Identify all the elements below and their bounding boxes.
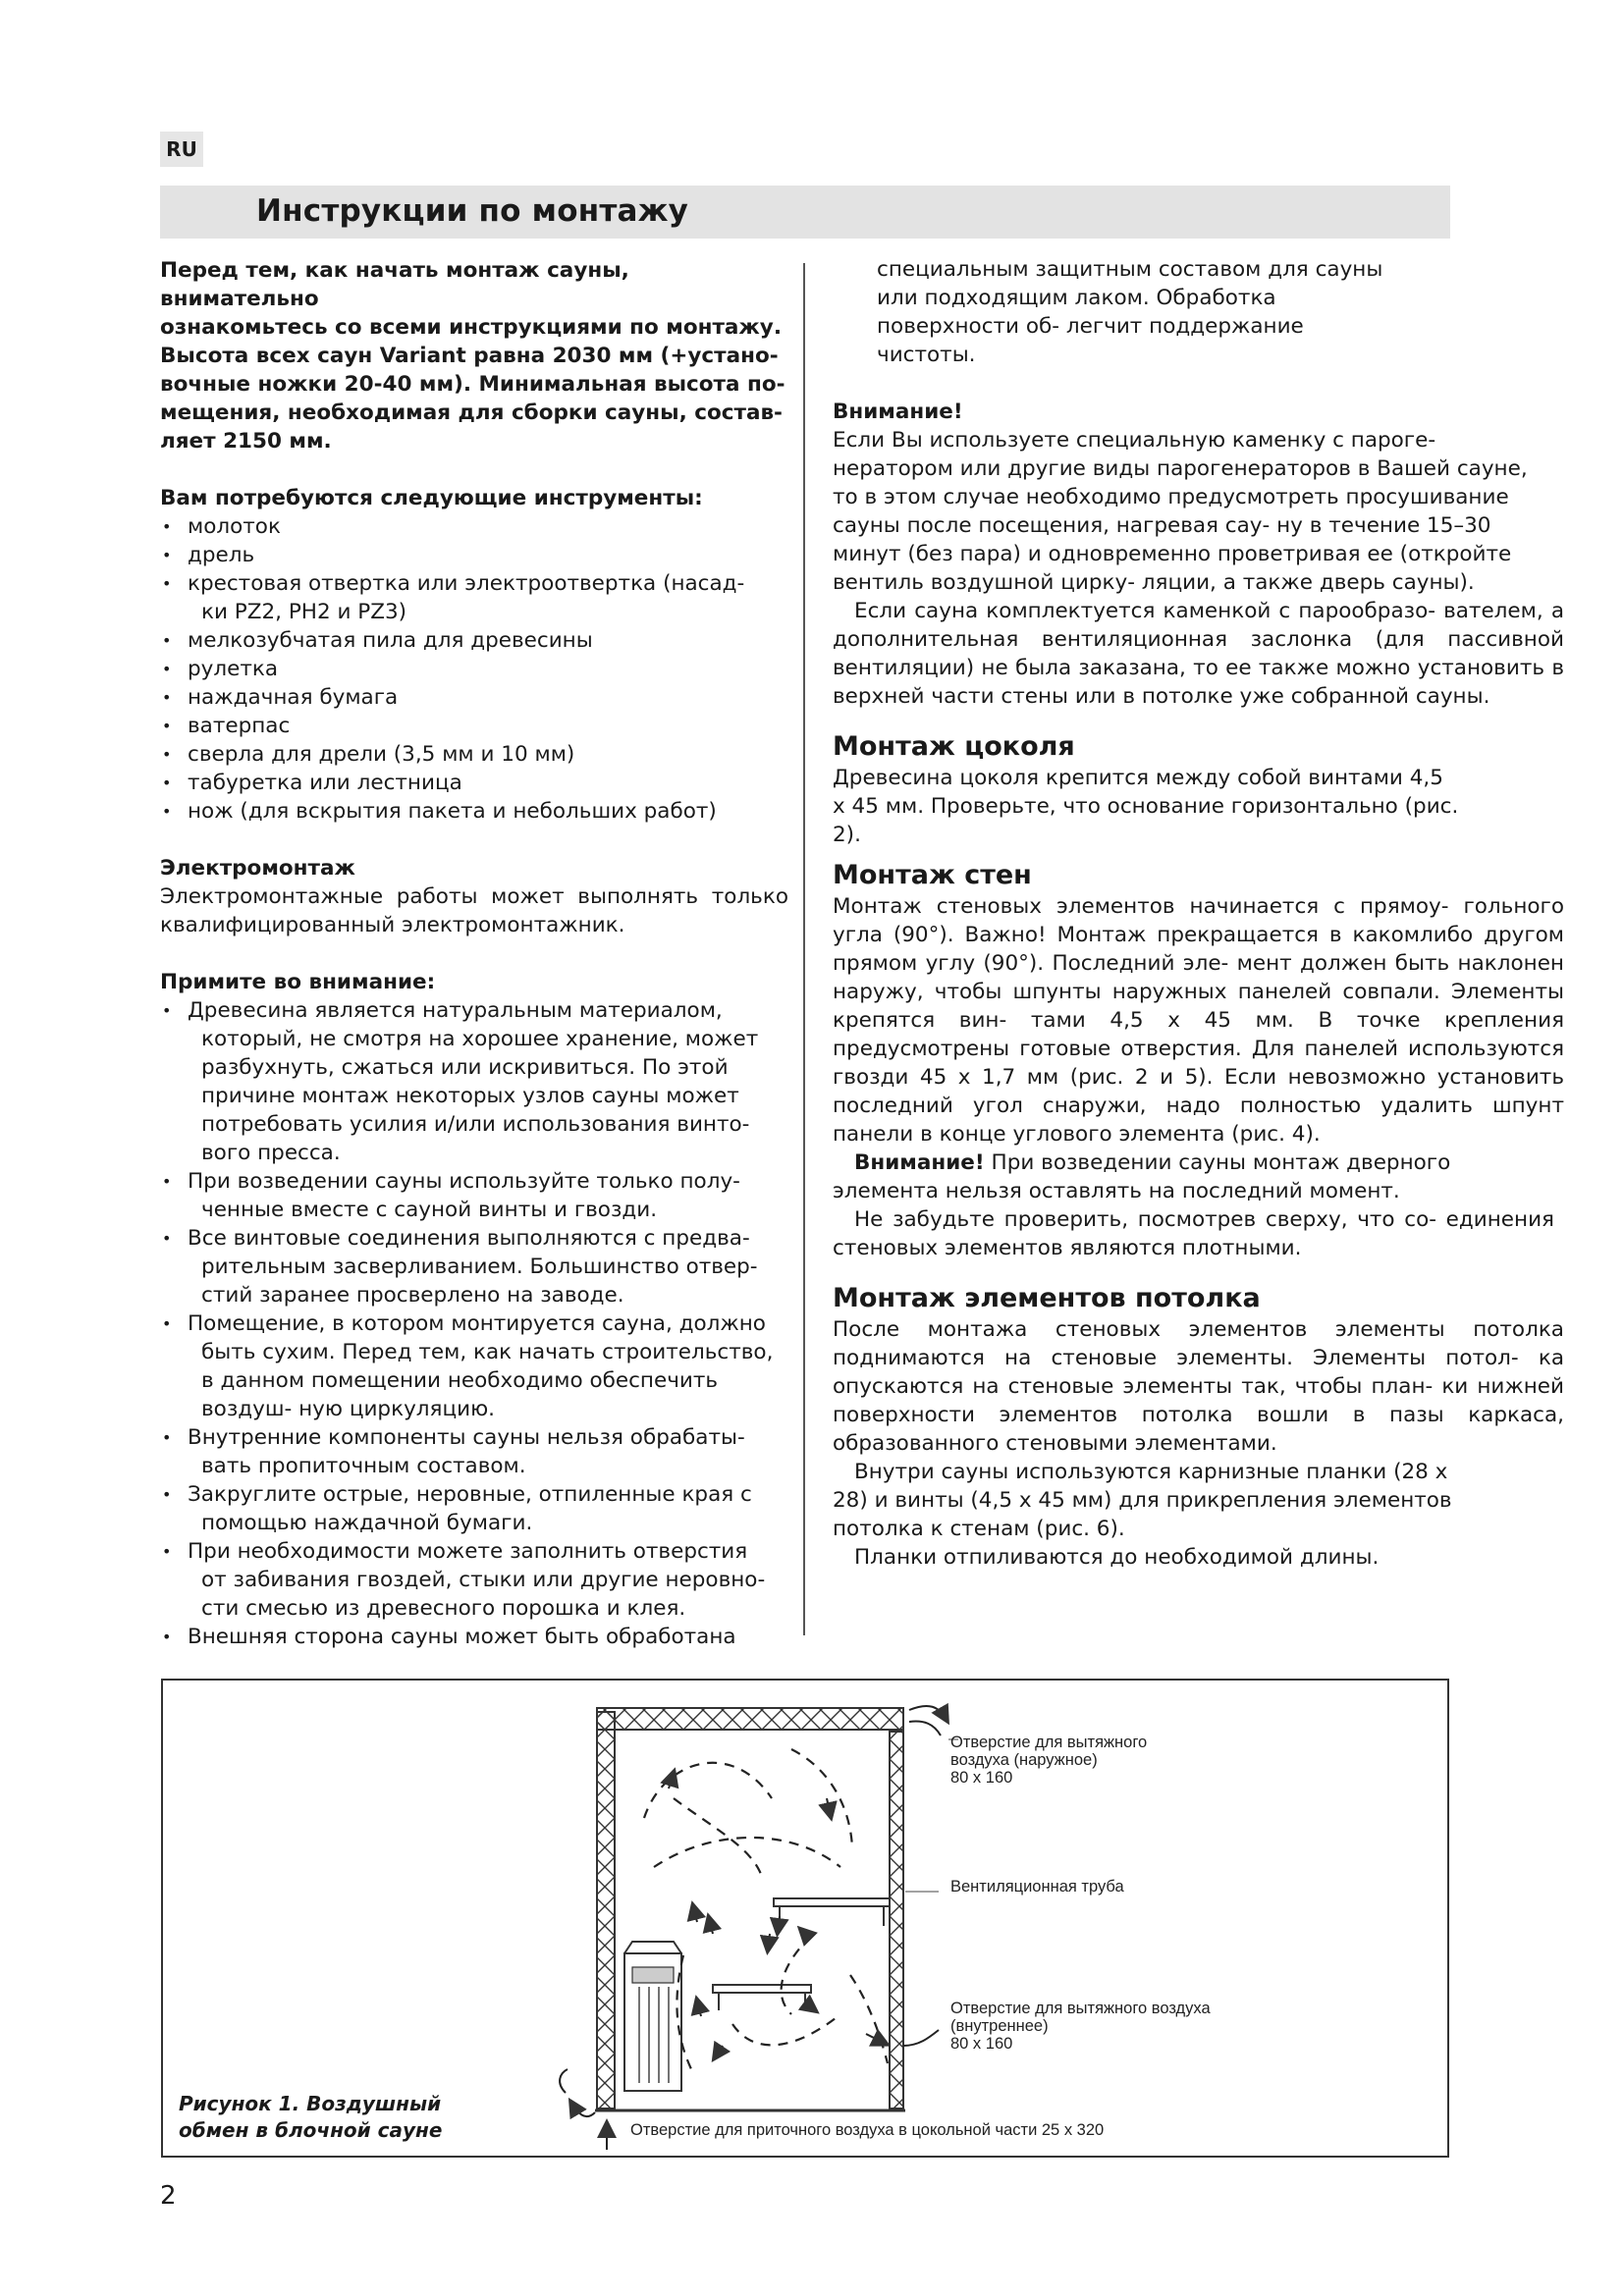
walls-attention-label: Внимание! — [854, 1150, 985, 1175]
supply-vent-label: Отверстие для приточного воздуха в цокольной части 25 x 320 — [630, 2121, 1105, 2139]
language-badge: RU — [160, 132, 203, 167]
list-item-text: • Все винтовые соединения выполняются с предва- — [188, 1226, 750, 1251]
notes-list — [160, 996, 788, 1651]
page-title: Инструкции по монтажу — [256, 193, 689, 229]
list-item: • мелкозубчатая пила для древесины — [160, 626, 788, 655]
ceiling — [597, 1708, 903, 1730]
walls-paragraph: Не забудьте проверить, посмотрев сверху, что со- единения стеновых элементов являются плотными. — [833, 1207, 1554, 1260]
outer-vent-label — [950, 1734, 1147, 1787]
list-item-continuation: рительным засверливанием. Большинство отвер- стий заранее просверлено на заводе. — [201, 1255, 758, 1308]
intro-line: Перед тем, как начать монтаж сауны, внимательно — [160, 258, 629, 311]
list-item-text: • При возведении сауны используйте только полу- — [188, 1169, 740, 1194]
list-item — [160, 1423, 788, 1480]
list-item-continuation: ки PZ2, PH2 и PZ3) — [201, 600, 407, 624]
right-column — [833, 255, 1564, 1572]
intro-line: вочные ножки 20-40 мм). Минимальная высота по- — [160, 372, 785, 397]
pipe-label: Вентиляционная труба — [950, 1878, 1124, 1896]
figure-1 — [161, 1679, 1449, 2158]
tools-list — [160, 512, 788, 826]
list-item: • ватерпас — [160, 712, 788, 740]
list-item — [160, 1224, 788, 1309]
inner-vent-line: Отверстие для вытяжного воздуха — [950, 2000, 1211, 2017]
caption-line: обмен в блочной сауне — [179, 2118, 443, 2142]
list-item: • молоток — [160, 512, 788, 541]
page-number: 2 — [160, 2181, 177, 2211]
electro-heading: Электромонтаж — [160, 856, 355, 881]
walls-paragraph: Монтаж стеновых элементов начинается с прямоу- гольного угла (90°). Важно! Монтаж прекращается в какомлибо другом прямом углу (90°). Последний эле- мент должен быть наклонен наружу, чтобы шпунты наружных панелей совпали. Элементы крепятся вин- тами 4,5 х 45 мм. В точке крепления предусмотрены готовые отверстия. Для панелей используются гвозди 45 х 1,7 мм (рис. 2 и 5). Если невозможно установить последний угол снаружи, надо полностью удалить шпунт панели в конце углового элемента (рис. 4). — [833, 894, 1564, 1147]
list-item: • дрель — [160, 541, 788, 569]
upper-bench — [774, 1898, 890, 1906]
intro-line: мещения, необходимая для сборки сауны, состав- — [160, 400, 783, 425]
list-item-text: • Закруглите острые, неровные, отпиленные края с — [188, 1482, 752, 1507]
outer-vent-line: Отверстие для вытяжного — [950, 1734, 1148, 1751]
inner-vent-size: 80 x 160 — [950, 2035, 1013, 2053]
plinth-text: Древесина цоколя крепится между собой винтами 4,5 х 45 мм. Проверьте, что основание горизонтально (рис. 2). — [833, 766, 1459, 847]
list-item: • рулетка — [160, 655, 788, 683]
list-item: • нож (для вскрытия пакета и небольших работ) — [160, 797, 788, 826]
intro-line: ляет 2150 мм. — [160, 429, 332, 454]
list-item-continuation: быть сухим. Перед тем, как начать строительство, в данном помещении необходимо обеспечить воздуш- ную циркуляцию. — [201, 1340, 774, 1421]
list-item — [160, 1480, 788, 1537]
left-wall — [597, 1712, 615, 2109]
column-divider — [803, 263, 805, 1635]
outer-vent-line: воздуха (наружное) — [950, 1751, 1098, 1769]
attention-heading: Внимание! — [833, 400, 963, 424]
list-item-continuation: помощью наждачной бумаги. — [201, 1511, 533, 1535]
list-item-text: крестовая отвертка или электроотвертка (насад- — [188, 571, 745, 596]
attention-paragraph: Если Вы используете специальную каменку с пароге- нератором или другие виды парогенераторов в Вашей сауне, то в этом случае необходимо предусмотреть просушивание сауны после посещения, нагревая сау- ну в течение 15–30 минут (без пара) и одновременно проветривая ее (откройте вентиль воздушной цирку- ляции, а также дверь сауны). — [833, 428, 1528, 595]
ceiling-paragraph: Планки отпиливаются до необходимой длины. — [854, 1545, 1380, 1570]
list-item — [160, 1167, 788, 1224]
list-item-continuation: вать пропиточным составом. — [201, 1454, 526, 1478]
attention-paragraph: Если сауна комплектуется каменкой с парообразо- вателем, а дополнительная вентиляционная заслонка (для пассивной вентиляции) не была заказана, то ее также можно установить в верхней части стены или в потолке уже собранной сауны. — [833, 599, 1564, 709]
walls-attention — [833, 1148, 1461, 1205]
list-item — [160, 996, 788, 1167]
walls-heading: Монтаж стен — [833, 860, 1032, 890]
list-item-continuation: который, не смотря на хорошее хранение, может разбухнуть, сжаться или искривиться. По этой причине монтаж некоторых узлов сауны может потребовать усилия и/или использования винто- вого пресса. — [201, 1027, 759, 1165]
list-item: • сверла для дрели (3,5 мм и 10 мм) — [160, 740, 788, 769]
list-item — [160, 1537, 788, 1623]
walls-attention-text: При возведении сауны монтаж дверного элемента нельзя оставлять на последний момент. — [833, 1150, 1451, 1203]
ceiling-paragraph: Внутри сауны используются карнизные планки (28 х 28) и винты (4,5 х 45 мм) для прикрепления элементов потолка к стенам (рис. 6). — [833, 1460, 1452, 1541]
title-banner — [160, 186, 1450, 239]
inner-vent-label — [950, 2000, 1211, 2053]
continuation-text: специальным защитным составом для сауны или подходящим лаком. Обработка поверхности об- легчит поддержание чистоты. — [877, 257, 1383, 367]
ceiling-heading: Монтаж элементов потолка — [833, 1283, 1261, 1313]
intro-paragraph — [160, 256, 788, 455]
list-item-text: • Помещение, в котором монтируется сауна, должно — [188, 1311, 766, 1336]
intro-line: ознакомьтесь со всеми инструкциями по монтажу. — [160, 315, 782, 340]
list-item — [160, 569, 788, 626]
list-item-text: • Внешняя сторона сауны может быть обработана — [188, 1625, 736, 1649]
lower-bench — [713, 1985, 811, 1993]
list-item: • наждачная бумага — [160, 683, 788, 712]
left-column — [160, 256, 788, 1651]
caption-line: Рисунок 1. Воздушный — [179, 2092, 442, 2115]
intro-line: Высота всех саун Variant равна 2030 мм (+устано- — [160, 344, 779, 368]
list-item-text: • Древесина является натуральным материалом, — [188, 998, 723, 1023]
list-item-text: • Внутренние компоненты сауны нельзя обрабаты- — [188, 1425, 745, 1450]
list-item-continuation: от забивания гвоздей, стыки или другие неровно- сти смесью из древесного порошка и клея. — [201, 1568, 766, 1621]
ceiling-paragraph: После монтажа стеновых элементов элементы потолка поднимаются на стеновые элементы. Элементы потол- ка опускаются на стеновые элементы так, чтобы план- ки нижней поверхности элементов потолка вошли в пазы каркаса, образованного стеновыми элементами. — [833, 1317, 1564, 1456]
list-item-text: • При необходимости можете заполнить отверстия — [188, 1539, 748, 1564]
list-item-continuation: ченные вместе с сауной винты и гвозди. — [201, 1198, 658, 1222]
list-item: • табуретка или лестница — [160, 769, 788, 797]
list-item — [160, 1623, 788, 1651]
tools-section — [160, 484, 788, 826]
tools-heading: Вам потребуются следующие инструменты: — [160, 486, 703, 510]
inner-vent-line: (внутреннее) — [950, 2017, 1049, 2035]
outer-vent-size: 80 x 160 — [950, 1769, 1013, 1787]
right-wall — [890, 1732, 903, 2109]
plinth-heading: Монтаж цоколя — [833, 731, 1075, 762]
notes-heading: Примите во внимание: — [160, 970, 436, 994]
heater-icon — [624, 1942, 681, 2091]
electro-text: Электромонтажные работы может выполнять только квалифицированный электромонтажник. — [160, 884, 788, 937]
list-item — [160, 1309, 788, 1423]
figure-caption — [179, 2091, 442, 2144]
sauna-airflow-diagram — [163, 1681, 1447, 2156]
